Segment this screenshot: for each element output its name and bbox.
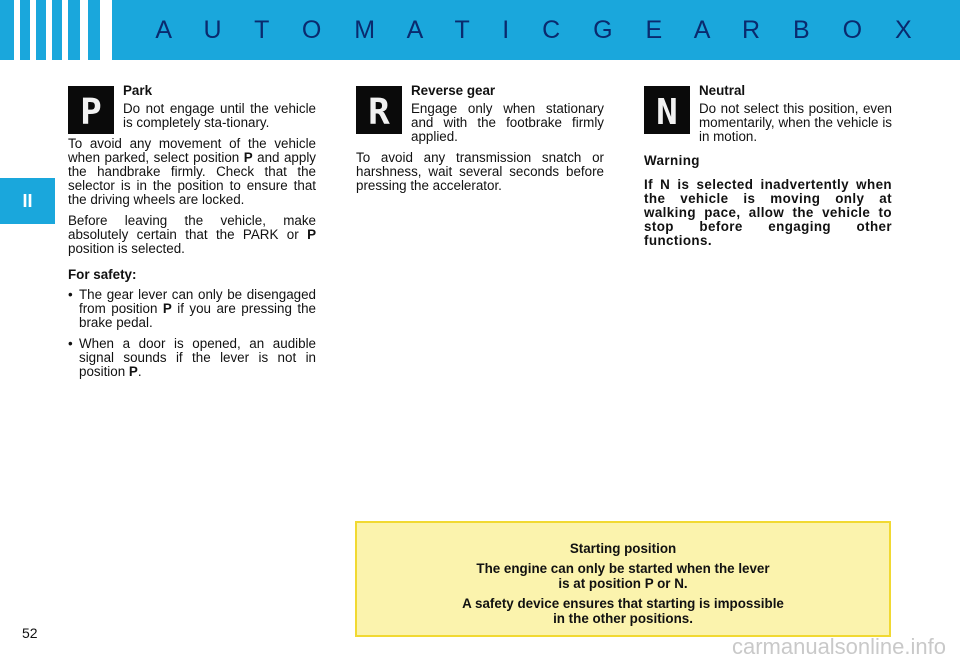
reverse-column (356, 84, 604, 200)
park-column (68, 84, 316, 386)
park-title: Park (123, 83, 153, 98)
park-icon-letter: P (80, 92, 102, 133)
watermark: carmanualsonline.info (731, 634, 946, 659)
page-header (0, 0, 960, 60)
neutral-title: Neutral (699, 83, 746, 98)
warning-text: If N is selected inadvertently when the vehicle is moving only at walking pace, allow the vehicle to stop before engaging other functions. (644, 177, 892, 248)
neutral-intro: Do not select this position, even momentarily, when the vehicle is in motion. (699, 101, 892, 144)
warning-title: Warning (644, 153, 700, 168)
list-item: • When a door is opened, an audible signal sounds if the lever is not in position P. (68, 337, 316, 379)
park-intro: Do not engage until the vehicle is completely sta-tionary. (123, 101, 316, 130)
page-title: A U T O M A T I C G E A R B O X (155, 16, 925, 44)
neutral-column (644, 84, 892, 255)
starting-title: Starting position (569, 541, 677, 556)
starting-position-box (355, 521, 891, 637)
reverse-title: Reverse gear (411, 83, 496, 98)
neutral-icon-letter: N (656, 92, 678, 133)
safety-list (68, 288, 316, 379)
header-stripes (0, 0, 120, 60)
safety-title: For safety: (68, 267, 137, 282)
park-paragraph-1: To avoid any movement of the vehicle when parked, select position P and apply the handbrake firmly. Check that the selector is in the position to ensure that the driving wheels are locked. (68, 136, 316, 207)
park-paragraph-2: Before leaving the vehicle, make absolutely certain that the PARK or P position is selected. (68, 213, 316, 256)
list-item: • The gear lever can only be disengaged from position P if you are pressing the brake pedal. (68, 288, 316, 330)
chapter-tab: II (0, 178, 55, 224)
page-number: 52 (22, 625, 38, 641)
starting-text-1: The engine can only be started when the lever is at position P or N. (476, 561, 770, 591)
reverse-icon-letter: R (368, 92, 390, 133)
starting-text-2: A safety device ensures that starting is impossible in the other positions. (462, 596, 784, 626)
reverse-paragraph: To avoid any transmission snatch or harshness, wait several seconds before pressing the accelerator. (356, 150, 604, 193)
reverse-intro: Engage only when stationary and with the footbrake firmly applied. (411, 101, 604, 144)
